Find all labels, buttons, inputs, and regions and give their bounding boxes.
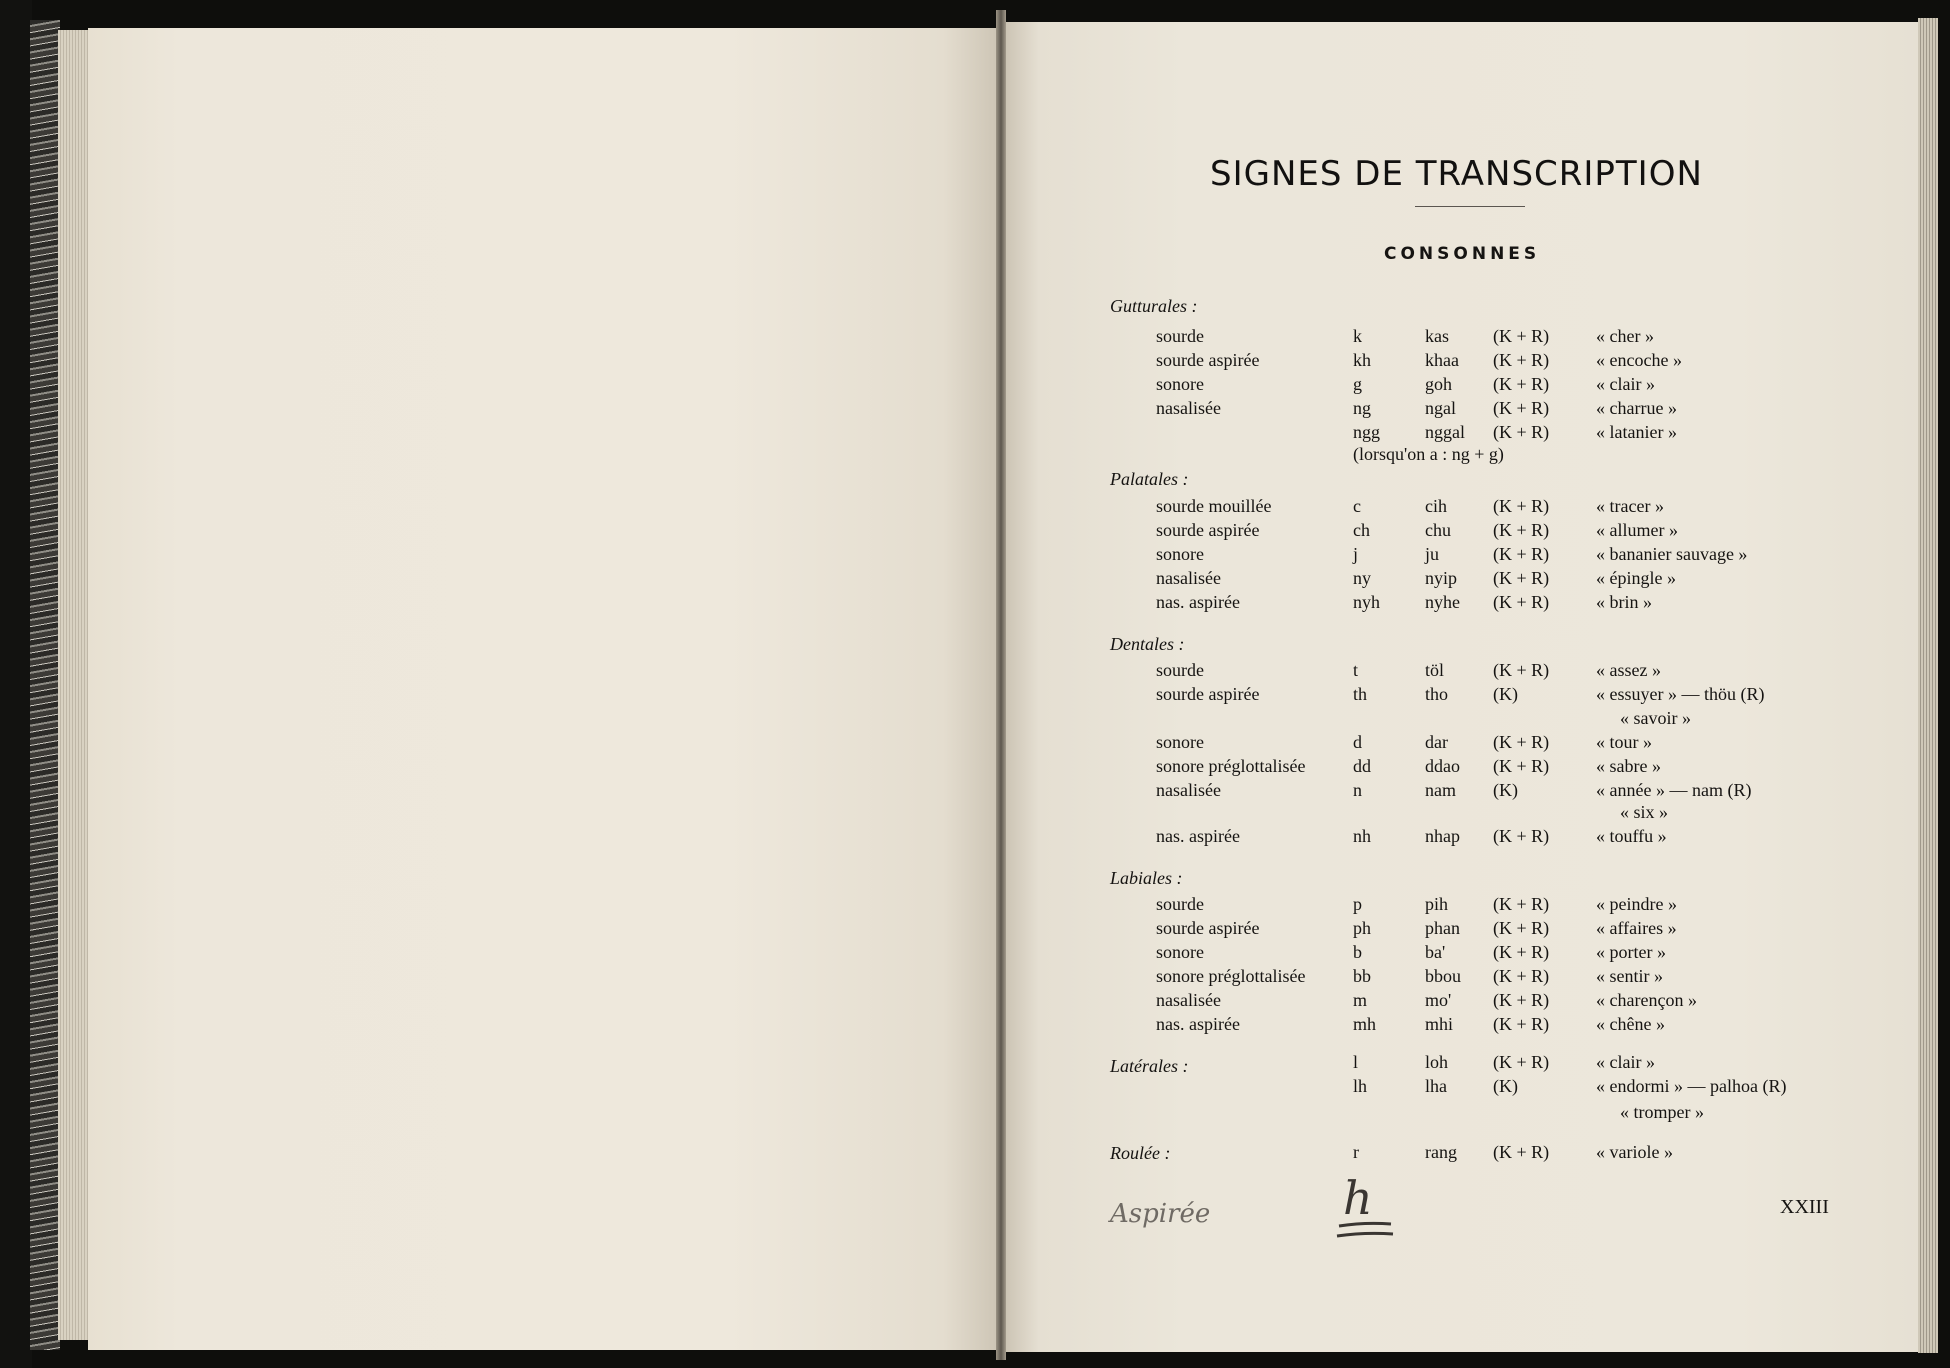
table-cell-ex: phan <box>1425 918 1460 938</box>
handwritten-text: Aspirée <box>1110 1199 1211 1229</box>
table-cell-sign: l <box>1353 1052 1359 1072</box>
note: (lorsqu'on a : ng + g) <box>1353 444 1504 464</box>
table-cell-desc: sourde <box>1156 894 1204 914</box>
table-cell-desc: sourde <box>1156 660 1204 680</box>
table-cell-ex: rang <box>1425 1142 1457 1162</box>
table-cell-dia: (K + R) <box>1493 1052 1550 1072</box>
table-cell-dia: (K + R) <box>1493 966 1550 986</box>
table-cell-sign: g <box>1353 374 1362 394</box>
table-cell-dia: (K + R) <box>1493 756 1550 776</box>
table-cell-gloss: « tracer » <box>1596 496 1664 516</box>
table-cell-gloss: « chêne » <box>1596 1014 1665 1034</box>
table-cell-gloss: « affaires » <box>1596 918 1677 938</box>
table-cell-desc: nasalisée <box>1156 780 1221 800</box>
table-cell-sign: r <box>1353 1142 1359 1162</box>
table-cell-ex: töl <box>1425 660 1445 680</box>
table-cell-dia: (K + R) <box>1493 732 1550 752</box>
table-cell-ex: chu <box>1425 520 1451 540</box>
handwritten-note <box>1108 1188 1218 1234</box>
category-label: Latérales : <box>1110 1056 1189 1076</box>
table-cell-sign: ngg <box>1353 422 1380 442</box>
page-edges-left <box>58 30 92 1340</box>
table-cell-ex: nhap <box>1425 826 1460 846</box>
category-label: Labiales : <box>1110 868 1183 888</box>
table-cell-ex: tho <box>1425 684 1449 704</box>
table-cell-ex: bbou <box>1425 966 1461 986</box>
table-cell-dia: (K + R) <box>1493 326 1550 346</box>
handwritten-letter: h <box>1343 1172 1373 1225</box>
table-cell-desc: nasalisée <box>1156 990 1221 1010</box>
table-cell-dia: (K) <box>1493 780 1518 800</box>
category-label: Roulée : <box>1110 1143 1171 1163</box>
table-cell-dia: (K + R) <box>1493 520 1550 540</box>
title-rule <box>1415 206 1525 207</box>
table-cell-dia: (K + R) <box>1493 894 1550 914</box>
table-cell-gloss: « endormi » — palhoa (R) <box>1596 1076 1787 1096</box>
table-cell-desc: nas. aspirée <box>1156 592 1240 612</box>
table-cell-sign: ng <box>1353 398 1371 418</box>
table-cell-dia: (K + R) <box>1493 660 1550 680</box>
book-cover-edge <box>0 0 32 1368</box>
table-cell-ex: ba' <box>1425 942 1446 962</box>
table-cell-sign: nh <box>1353 826 1371 846</box>
table-cell-gloss: « sabre » <box>1596 756 1661 776</box>
table-cell-sign: th <box>1353 684 1368 704</box>
table-cell-sign: ch <box>1353 520 1370 540</box>
table-cell-ex: cih <box>1425 496 1447 516</box>
table-cell-ex: nyip <box>1425 568 1458 588</box>
table-cell-desc: sonore <box>1156 942 1204 962</box>
table-cell-gloss: « sentir » <box>1596 966 1663 986</box>
page-edges-right <box>1918 18 1938 1353</box>
table-cell-gloss: « charençon » <box>1596 990 1697 1010</box>
table-cell-sign: lh <box>1353 1076 1368 1096</box>
table-cell-gloss: « année » — nam (R) <box>1596 780 1752 800</box>
table-cell-dia: (K + R) <box>1493 398 1550 418</box>
table-cell-gloss: « touffu » <box>1596 826 1667 846</box>
table-cell-sign: t <box>1353 660 1359 680</box>
table-cell-gloss: « tour » <box>1596 732 1652 752</box>
table-cell-sign: c <box>1353 496 1361 516</box>
table-cell-sign: d <box>1353 732 1362 752</box>
table-cell-gloss: « encoche » <box>1596 350 1682 370</box>
book-gutter <box>996 10 1006 1360</box>
table-cell-gloss: « clair » <box>1596 374 1655 394</box>
table-cell-desc: sourde aspirée <box>1156 350 1260 370</box>
gloss-continuation: « tromper » <box>1620 1102 1704 1122</box>
table-cell-desc: nas. aspirée <box>1156 826 1240 846</box>
table-cell-desc: nas. aspirée <box>1156 1014 1240 1034</box>
table-cell-ex: dar <box>1425 732 1448 752</box>
table-cell-desc: sourde aspirée <box>1156 918 1260 938</box>
table-cell-ex: pih <box>1425 894 1449 914</box>
table-cell-dia: (K + R) <box>1493 918 1550 938</box>
table-cell-ex: nam <box>1425 780 1456 800</box>
gloss-continuation: « savoir » <box>1620 708 1691 728</box>
table-cell-ex: mhi <box>1425 1014 1454 1034</box>
table-cell-desc: sonore préglottalisée <box>1156 966 1306 986</box>
table-cell-desc: nasalisée <box>1156 398 1221 418</box>
table-cell-sign: k <box>1353 326 1362 346</box>
table-cell-dia: (K + R) <box>1493 544 1550 564</box>
table-cell-desc: sonore <box>1156 374 1204 394</box>
table-cell-sign: ph <box>1353 918 1371 938</box>
table-cell-gloss: « clair » <box>1596 1052 1655 1072</box>
table-cell-ex: lha <box>1425 1076 1447 1096</box>
table-cell-dia: (K + R) <box>1493 1142 1550 1162</box>
table-cell-dia: (K) <box>1493 684 1518 704</box>
table-cell-sign: dd <box>1353 756 1371 776</box>
table-cell-dia: (K + R) <box>1493 592 1550 612</box>
table-cell-dia: (K + R) <box>1493 568 1550 588</box>
table-cell-ex: ddao <box>1425 756 1460 776</box>
table-cell-gloss: « cher » <box>1596 326 1654 346</box>
table-cell-sign: p <box>1353 894 1362 914</box>
table-cell-desc: nasalisée <box>1156 568 1221 588</box>
table-cell-sign: bb <box>1353 966 1371 986</box>
table-cell-sign: kh <box>1353 350 1371 370</box>
table-cell-sign: b <box>1353 942 1362 962</box>
table-cell-gloss: « bananier sauvage » <box>1596 544 1748 564</box>
table-cell-sign: j <box>1353 544 1359 564</box>
table-cell-sign: n <box>1353 780 1362 800</box>
table-cell-desc: sourde mouillée <box>1156 496 1272 516</box>
table-cell-gloss: « épingle » <box>1596 568 1676 588</box>
section-heading: CONSONNES <box>1384 244 1541 264</box>
table-cell-dia: (K + R) <box>1493 990 1550 1010</box>
table-cell-ex: mo' <box>1425 990 1452 1010</box>
table-cell-desc: sonore <box>1156 544 1204 564</box>
page-number: XXIII <box>1780 1196 1829 1218</box>
table-cell-ex: nggal <box>1425 422 1465 442</box>
table-cell-dia: (K + R) <box>1493 496 1550 516</box>
table-cell-gloss: « porter » <box>1596 942 1666 962</box>
table-cell-desc: sonore préglottalisée <box>1156 756 1306 776</box>
table-cell-sign: nyh <box>1353 592 1380 612</box>
table-cell-desc: sourde aspirée <box>1156 684 1260 704</box>
table-cell-dia: (K + R) <box>1493 422 1550 442</box>
table-cell-ex: kas <box>1425 326 1449 346</box>
table-cell-desc: sourde aspirée <box>1156 520 1260 540</box>
table-cell-ex: ju <box>1425 544 1440 564</box>
category-label: Palatales : <box>1110 469 1189 489</box>
table-cell-dia: (K + R) <box>1493 350 1550 370</box>
table-cell-ex: khaa <box>1425 350 1459 370</box>
table-cell-dia: (K + R) <box>1493 1014 1550 1034</box>
category-label: Dentales : <box>1110 634 1185 654</box>
table-cell-dia: (K + R) <box>1493 942 1550 962</box>
left-page-blank <box>88 28 998 1350</box>
table-cell-dia: (K + R) <box>1493 374 1550 394</box>
table-cell-gloss: « assez » <box>1596 660 1661 680</box>
category-label: Gutturales : <box>1110 296 1198 316</box>
table-cell-dia: (K) <box>1493 1076 1518 1096</box>
table-cell-sign: ny <box>1353 568 1371 588</box>
table-cell-gloss: « peindre » <box>1596 894 1677 914</box>
table-cell-gloss: « charrue » <box>1596 398 1677 418</box>
gloss-continuation: « six » <box>1620 802 1669 822</box>
table-cell-gloss: « essuyer » — thöu (R) <box>1596 684 1765 704</box>
table-cell-ex: ngal <box>1425 398 1456 418</box>
table-cell-gloss: « brin » <box>1596 592 1652 612</box>
table-cell-ex: goh <box>1425 374 1452 394</box>
table-cell-ex: nyhe <box>1425 592 1460 612</box>
table-cell-desc: sonore <box>1156 732 1204 752</box>
handwritten-mark <box>1335 1172 1405 1246</box>
page-title: SIGNES DE TRANSCRIPTION <box>1210 154 1703 194</box>
table-cell-ex: loh <box>1425 1052 1449 1072</box>
table-cell-dia: (K + R) <box>1493 826 1550 846</box>
table-cell-gloss: « allumer » <box>1596 520 1678 540</box>
table-cell-sign: mh <box>1353 1014 1377 1034</box>
marbled-cover <box>30 20 60 1350</box>
table-cell-sign: m <box>1353 990 1368 1010</box>
table-cell-desc: sourde <box>1156 326 1204 346</box>
table-cell-gloss: « variole » <box>1596 1142 1673 1162</box>
table-cell-gloss: « latanier » <box>1596 422 1677 442</box>
